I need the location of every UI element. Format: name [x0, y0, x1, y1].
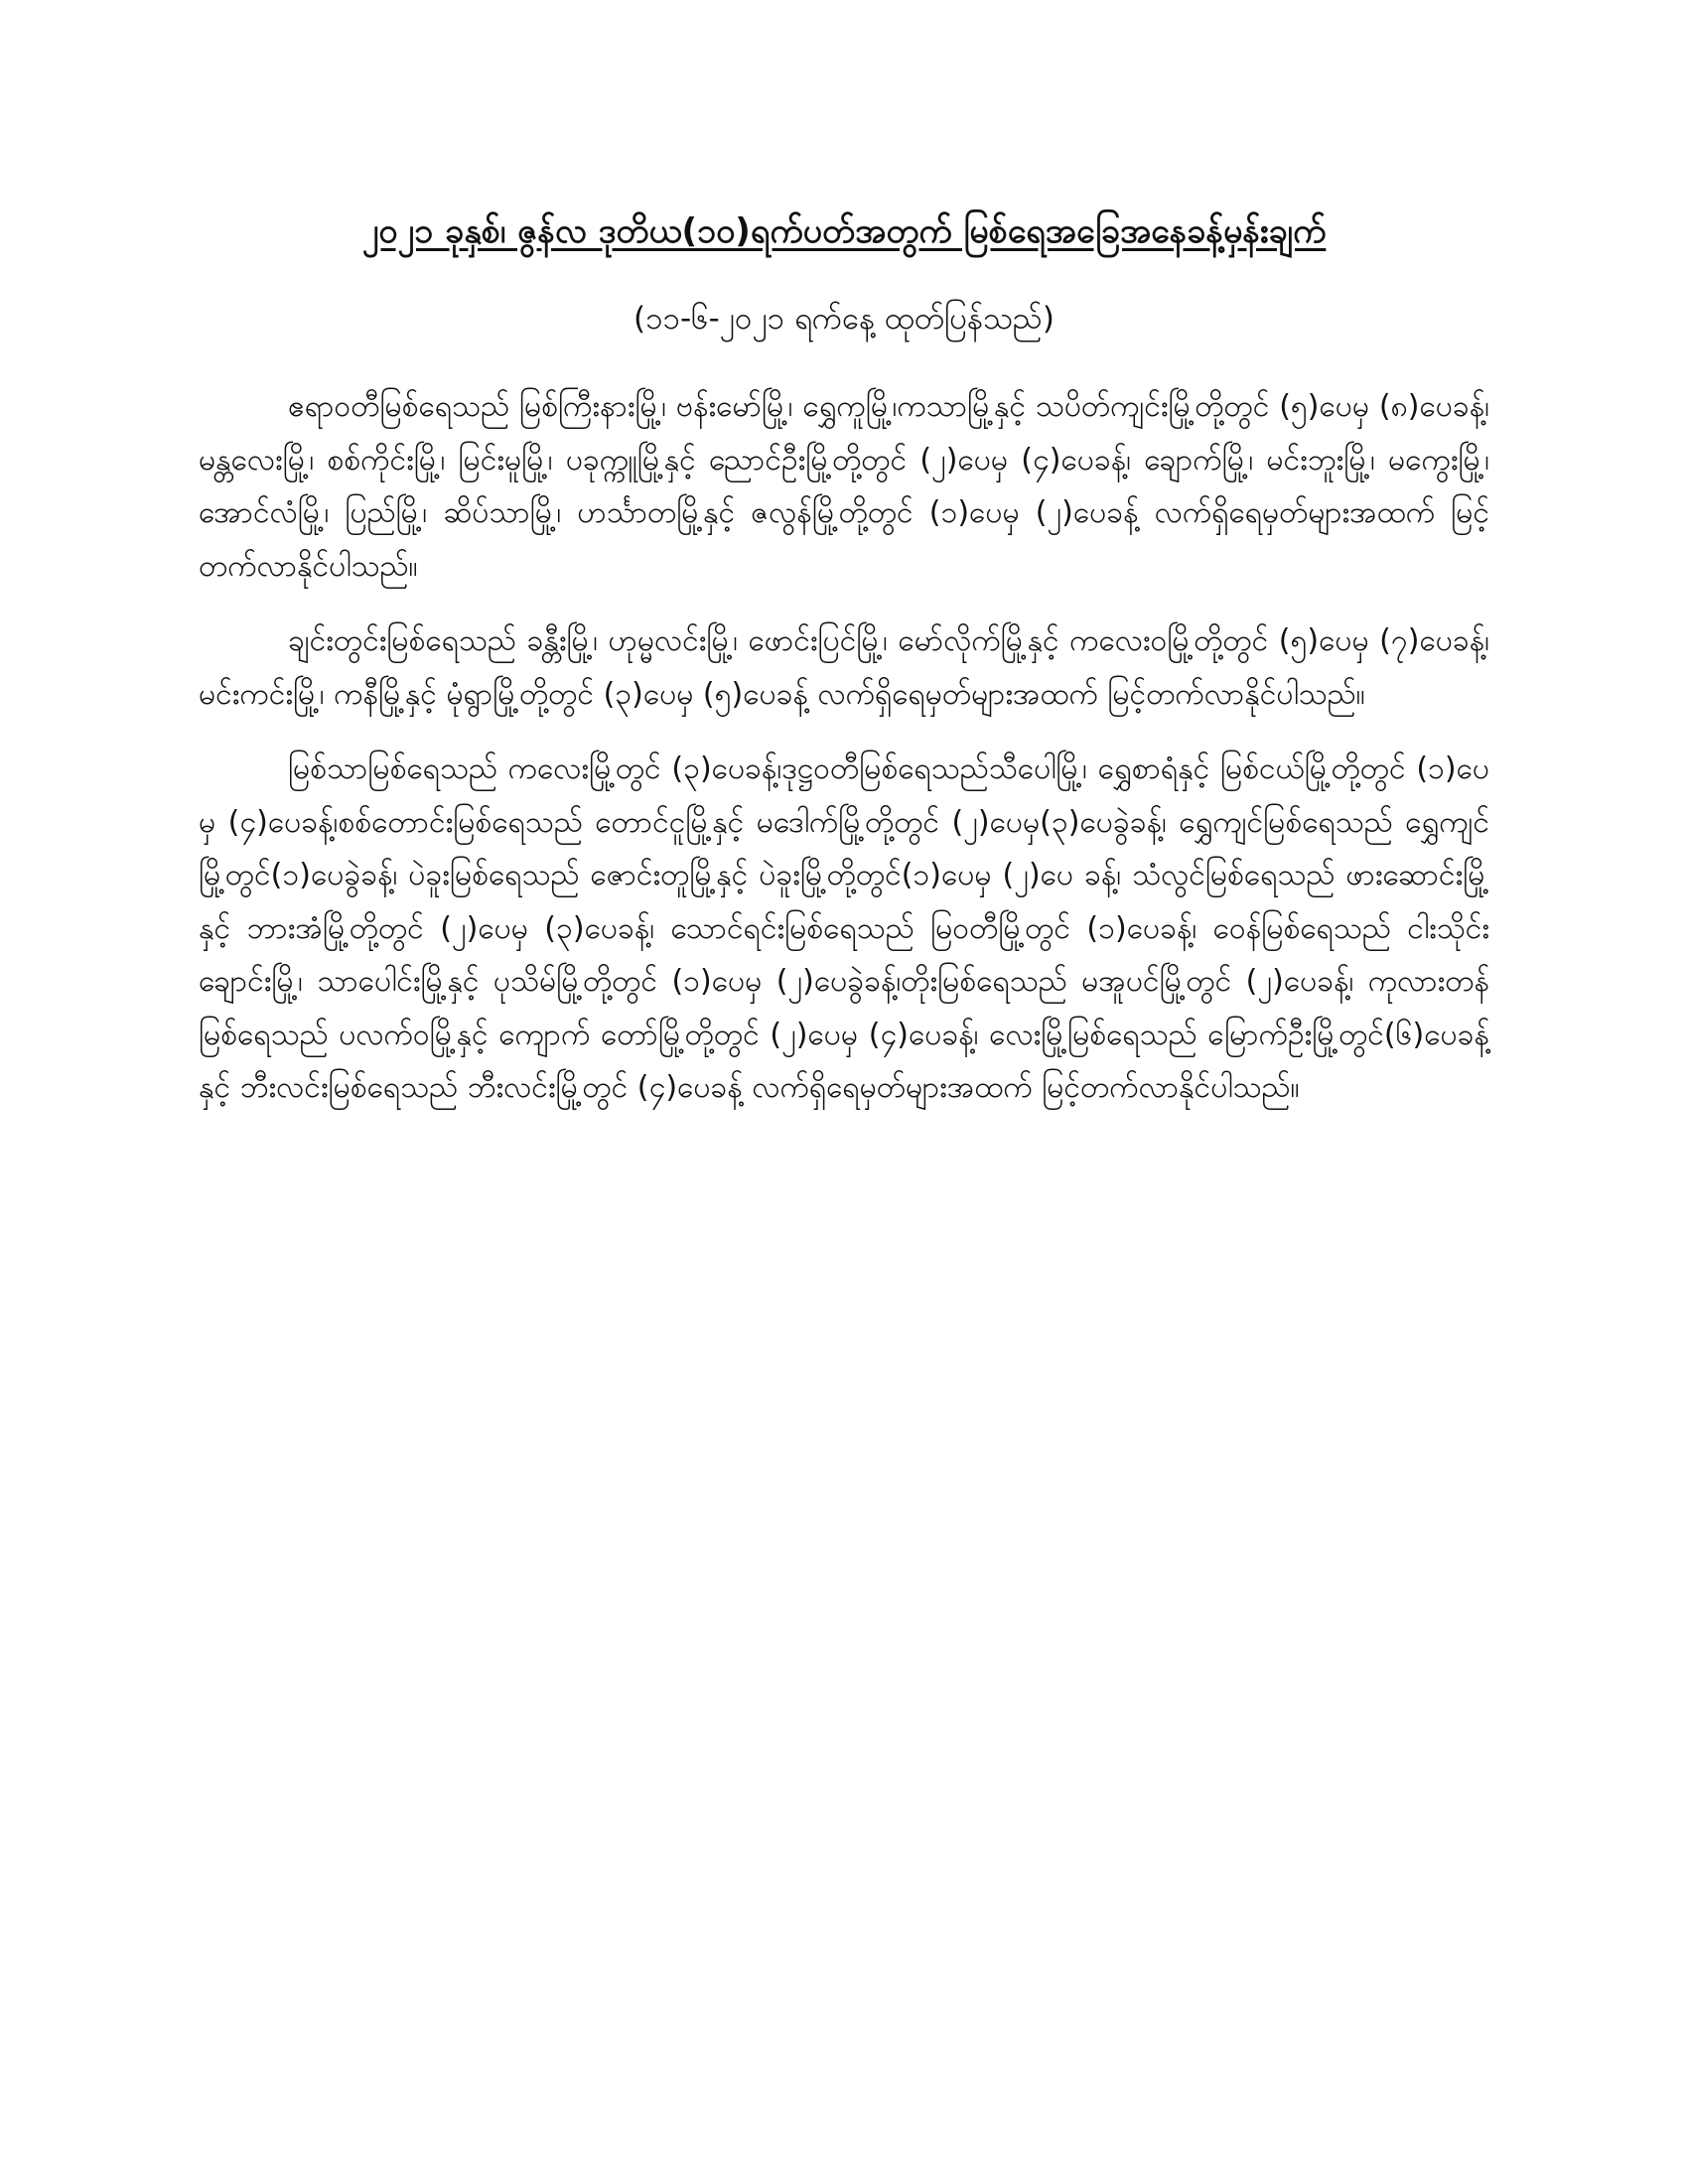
document-body: [199, 380, 1489, 1137]
document-title: ၂၀၂၁ ခုနှစ်၊ ဇွန်လ ဒုတိယ(၁၀)ရက်ပတ်အတွက် မြစ်ရေအခြေအနေခန့်မှန်းချက်: [361, 211, 1327, 251]
document-subtitle: (၁၁-၆-၂၀၂၁ ရက်နေ့ ထုတ်ပြန်သည်): [633, 301, 1055, 337]
paragraph-irrawaddy: ဧရာဝတီမြစ်ရေသည် မြစ်ကြီးနားမြို့၊ ဗန်းမော်မြို့၊ ရွှေကူမြို့၊ကသာမြို့နှင့် သပိတ်ကျင်းမြို့တို့တွင် (၅)ပေမှ (၈)ပေခန့်၊ မန္တလေးမြို့၊ စစ်ကိုင်းမြို့၊ မြင်းမူမြို့၊ ပခုက္ကူမြို့နှင့် ညောင်ဦးမြို့တို့တွင် (၂)ပေမှ (၄)ပေခန့်၊ ချောက်မြို့၊ မင်းဘူးမြို့၊ မကွေးမြို့၊ အောင်လံမြို့၊ ပြည်မြို့၊ ဆိပ်သာမြို့၊ ဟင်္သာတမြို့နှင့် ဇလွန်မြို့တို့တွင် (၁)ပေမှ (၂)ပေခန့် လက်ရှိရေမှတ်များအထက် မြင့်တက်လာနိုင်ပါသည်။: [199, 389, 1489, 584]
paragraph-other-rivers: မြစ်သာမြစ်ရေသည် ကလေးမြို့တွင် (၃)ပေခန့်၊ဒုဋ္ဌဝတီမြစ်ရေသည်သီပေါမြို့၊ ရွှေစာရံနှင့် မြစ်ငယ်မြို့တို့တွင် (၁)ပေမှ (၄)ပေခန့်၊စစ်တောင်းမြစ်ရေသည် တောင်ငူမြို့နှင့် မဒေါက်မြို့တို့တွင် (၂)ပေမှ(၃)ပေခွဲခန့်၊ ရွှေကျင်မြစ်ရေသည် ရွှေကျင်မြို့တွင်(၁)ပေခွဲခန့်၊ ပဲခူးမြစ်ရေသည် ဇောင်းတူမြို့နှင့် ပဲခူးမြို့တို့တွင်(၁)ပေမှ (၂)ပေ ခန့်၊ သံလွင်မြစ်ရေသည် ဖားဆောင်းမြို့နှင့် ဘားအံမြို့တို့တွင် (၂)ပေမှ (၃)ပေခန့်၊ သောင်ရင်းမြစ်ရေသည် မြဝတီမြို့တွင် (၁)ပေခန့်၊ ဝေန်မြစ်ရေသည် ငါးသိုင်းချောင်းမြို့၊ သာပေါင်းမြို့နှင့် ပုသိမ်မြို့တို့တွင် (၁)ပေမှ (၂)ပေခွဲခန့်၊တိုးမြစ်ရေသည် မအူပင်မြို့တွင် (၂)ပေခန့်၊ ကုလားတန်မြစ်ရေသည် ပလက်ဝမြို့နှင့် ကျောက် တော်မြို့တို့တွင် (၂)ပေမှ (၄)ပေခန့်၊ လေးမြို့မြစ်ရေသည် မြောက်ဦးမြို့တွင်(၆)ပေခန့်နှင့် ဘီးလင်းမြစ်ရေသည် ဘီးလင်းမြို့တွင် (၄)ပေခန့် လက်ရှိရေမှတ်များအထက် မြင့်တက်လာနိုင်ပါသည်။: [199, 751, 1489, 1105]
paragraph-chindwin: ချင်းတွင်းမြစ်ရေသည် ခန္တီးမြို့၊ ဟုမ္မလင်းမြို့၊ ဖောင်းပြင်မြို့၊ မော်လိုက်မြို့နှင့် ကလေးဝမြို့တို့တွင် (၅)ပေမှ (၇)ပေခန့်၊ မင်းကင်းမြို့၊ ကနီမြို့နှင့် မုံရွာမြို့တို့တွင် (၃)ပေမှ (၅)ပေခန့် လက်ရှိရေမှတ်များအထက် မြင့်တက်လာနိုင်ပါသည်။: [199, 623, 1489, 712]
